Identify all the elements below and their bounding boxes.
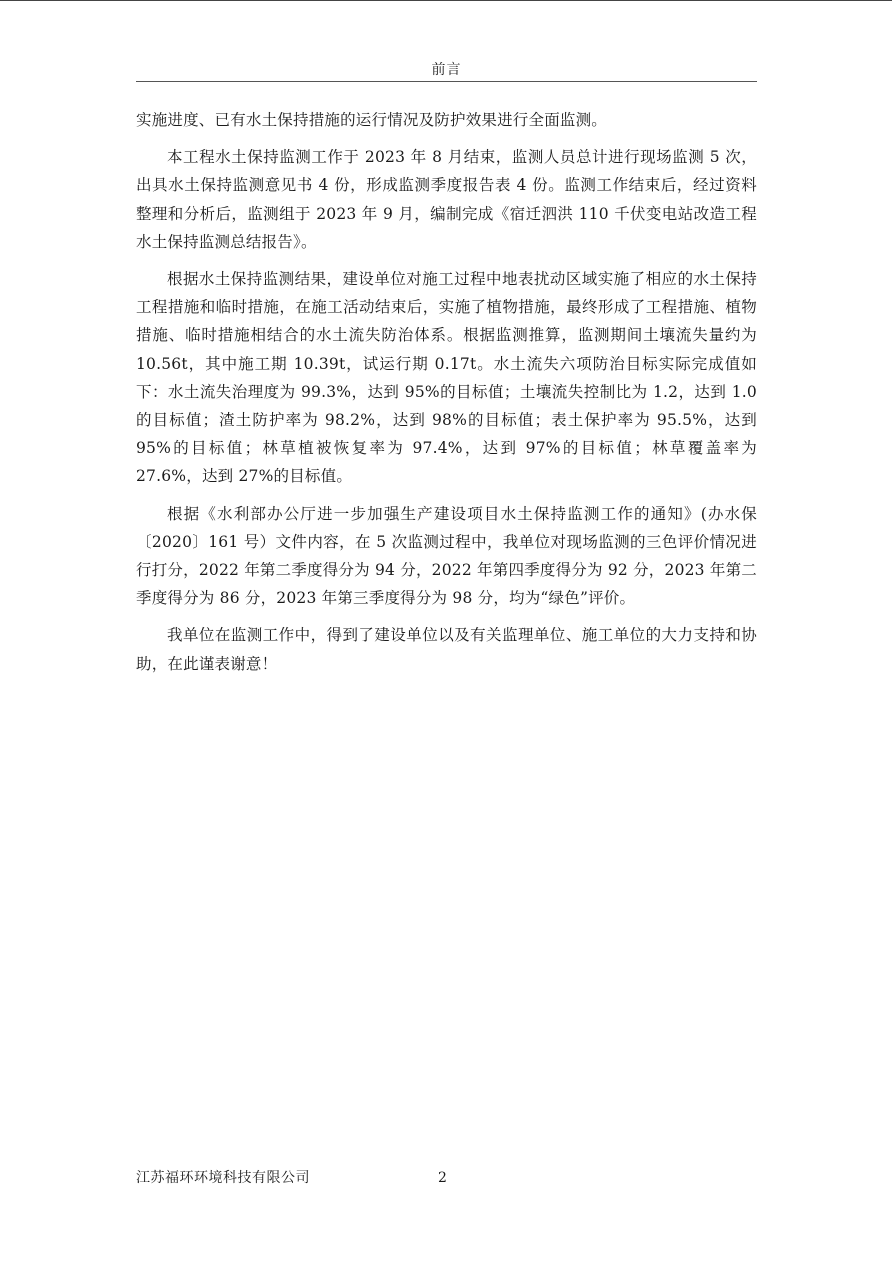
footer-company-name: 江苏福环环境科技有限公司 (136, 1170, 310, 1186)
paragraph-acknowledgement: 我单位在监测工作中，得到了建设单位以及有关监理单位、施工单位的大力支持和协助，在此谨表谢意！ (136, 626, 757, 673)
footer-page-number: 2 (438, 1170, 448, 1186)
body-text (136, 106, 757, 687)
paragraph-monitoring-results: 根据水土保持监测结果，建设单位对施工过程中地表扰动区域实施了相应的水土保持工程措施和临时措施，在施工活动结束后，实施了植物措施，最终形成了工程措施、植物措施、临时措施相结合的水土流失防治体系。根据监测推算，监测期间土壤流失量约为 10.56t，其中施工期 10.39t，试运行期 0.17t。水土流失六项防治目标实际完成值如下：水土流失治理度为 99.3%，达到 95%的目标值；土壤流失控制比为 1.2，达到 1.0 的目标值；渣土防护率为 98.2%，达到 98%的目标值；表土保护率为 95.5%，达到 95%的目标值；林草植被恢复率为 97.4%，达到 97%的目标值；林草覆盖率为 27.6%，达到 27%的目标值。 (136, 270, 757, 486)
paragraph-three-color-evaluation: 根据《水利部办公厅进一步加强生产建设项目水土保持监测工作的通知》(办水保〔2020〕161 号）文件内容，在 5 次监测过程中，我单位对现场监测的三色评价情况进行打分，2022 年第二季度得分为 94 分，2022 年第四季度得分为 92 分，2023 年第二季度得分为 86 分，2023 年第三季度得分为 98 分，均为“绿色”评价。 (136, 504, 757, 608)
header-rule (136, 81, 757, 82)
page-top-border (0, 0, 892, 1)
paragraph-continued: 实施进度、已有水土保持措施的运行情况及防护效果进行全面监测。 (136, 111, 608, 129)
paragraph-monitoring-summary: 本工程水土保持监测工作于 2023 年 8 月结束，监测人员总计进行现场监测 5 次，出具水土保持监测意见书 4 份，形成监测季度报告表 4 份。监测工作结束后，经过资料整理和分析后，监测组于 2023 年 9 月，编制完成《宿迁泗洪 110 千伏变电站改造工程水土保持监测总结报告》。 (136, 148, 757, 251)
running-header-title: 前言 (431, 62, 462, 78)
